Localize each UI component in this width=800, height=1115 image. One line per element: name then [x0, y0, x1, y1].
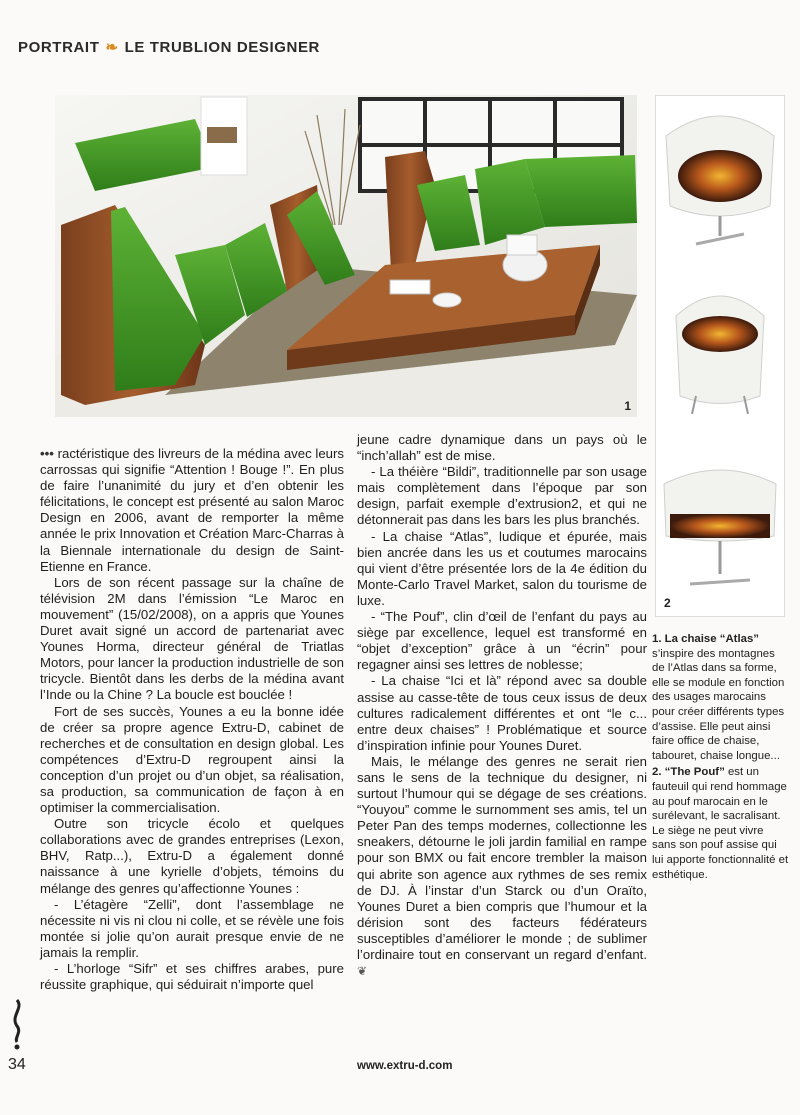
end-of-article-icon: ❦: [357, 964, 368, 979]
side-photo: [655, 95, 785, 617]
website-link[interactable]: www.extru-d.com: [357, 1060, 453, 1072]
photo-number-1: 1: [624, 399, 631, 413]
paragraph: Outre son tricycle écolo et quelques collaborations avec de grandes entreprises (Lexon, BHV, Ratp...), Extru-D a également donné naissance à une kyrielle d’objets, témoins du mélange des genres qu’affectionne Younes :: [40, 816, 344, 896]
article-title: LE TRUBLION DESIGNER: [124, 39, 320, 56]
paragraph: Lors de son récent passage sur la chaîne de télévision 2M dans l’émission “Le Maroc en mouvement” (15/02/2008), on a appris que Younes Duret avait signé un accord de partenariat avec Younes Horma, directeur général de Triatlas Motors, pour lancer la production industrielle de son tricycle. Bientôt dans les derbs de la médina avant l’Inde ou la Chine ? La boucle est bouclée !: [40, 574, 344, 703]
main-photo: [55, 95, 637, 417]
paragraph: Mais, le mélange des genres ne serait rien sans le sens de la technique du designer, ni surtout l’humour qui se dégage de ses créations. “Youyou” comme le surnomment ses amis, tel un Peter Pan des temps modernes, collectionne les sneakers, détourne le joli jardin familial en rampe pour son BMX ou fait encore trembler la maison qui abrite son agence aux rythmes de ses remix de DJ. À l’instar d’un Starck ou d’un Oraïto, Younes Duret a bien compris que l’humour et la dérision sont des facteurs fédérateurs susceptibles d’améliorer le monde ; de sublimer l’ordinaire tout en conservant un regard d’enfant. ❦: [357, 753, 647, 979]
atlas-chairs-illustration: [55, 95, 637, 417]
paragraph: Fort de ses succès, Younes a eu la bonne idée de créer sa propre agence Extru-D, cabinet de recherches et de consultation en design global. Les compétences d’Extru-D regroupent ainsi la conception d’un projet ou d’un objet, sa réalisation, sa production, sa communication de façon à en optimiser la commercialisation.: [40, 703, 344, 816]
paragraph: jeune cadre dynamique dans un pays où le “inch’allah” est de mise.: [357, 432, 647, 464]
pouf-chairs-illustration: [656, 96, 784, 616]
paragraph: - “The Pouf”, clin d’œil de l’enfant du pays au siège par excellence, lequel est transformé en “objet d’exception” grâce à un “écrin” pour regagner ainsi ses lettres de noblesse;: [357, 609, 647, 673]
paragraph: - L’horloge “Sifr” et ses chiffres arabes, pure réussite graphique, qui séduirait n’importe quel: [40, 961, 344, 993]
caption-1: 1. La chaise “Atlas” s’inspire des montagnes de l’Atlas dans sa forme, elle se module en fonction des usages marocains pour créer différents types d’assise. Elle peut ainsi faire office de chaise, tabouret, chaise longue...: [652, 633, 785, 762]
header-ornament-icon: ❧: [105, 39, 119, 56]
paragraph: - L’étagère “Zelli”, dont l’assemblage ne nécessite ni vis ni clou ni colle, et se révèle une fois montée si jolie qu’on aurait presque envie de ne jamais la remplir.: [40, 896, 344, 960]
paragraph: - La chaise “Ici et là” répond avec sa double assise au casse-tête de tous ceux issus de deux cultures radicalement différentes et ont “le c... entre deux chaises” ! Problématique et source d’inspiration infinie pour Younes Duret.: [357, 673, 647, 753]
photo-captions: [652, 632, 790, 884]
paragraph: - La théière “Bildi”, traditionnelle par son usage mais complètement dans l’époque par son design, parfait exemple d’extrusion2, et qui ne détonnerait pas dans les bars les plus branchés.: [357, 464, 647, 528]
paragraph: - La chaise “Atlas”, ludique et épurée, mais bien ancrée dans les us et coutumes marocains qui vient d’être présentée lors de la 4e édition du Monte-Carlo Travel Market, salon du tourisme de luxe.: [357, 528, 647, 608]
caption-2: 2. “The Pouf” est un fauteuil qui rend hommage au pouf marocain en le surélevant, le sacralisant. Le siège ne peut vivre sans son pouf assise qui lui apporte fonctionnalité et esthétique.: [652, 766, 789, 881]
article-column-1: [40, 446, 344, 993]
magazine-logo-icon: [8, 998, 26, 1055]
article-column-2: [357, 432, 647, 979]
section-header: [18, 38, 320, 56]
page-number: 34: [8, 1056, 26, 1073]
paragraph: ••• ractéristique des livreurs de la médina avec leurs carrossas qui signifie “Attention ! Bouge !”. En plus de faire l’unanimité du jury et d’en obtenir les félicitations, le concept est présenté au salon Maroc Design en 2006, avant de remporter la même année le prix Innovation et Création Marc-Charras à la Biennale internationale du design de Saint-Etienne en France.: [40, 446, 344, 574]
section-label: PORTRAIT: [18, 39, 100, 56]
continuation-dots: •••: [40, 446, 54, 461]
photo-number-2: 2: [664, 596, 671, 610]
